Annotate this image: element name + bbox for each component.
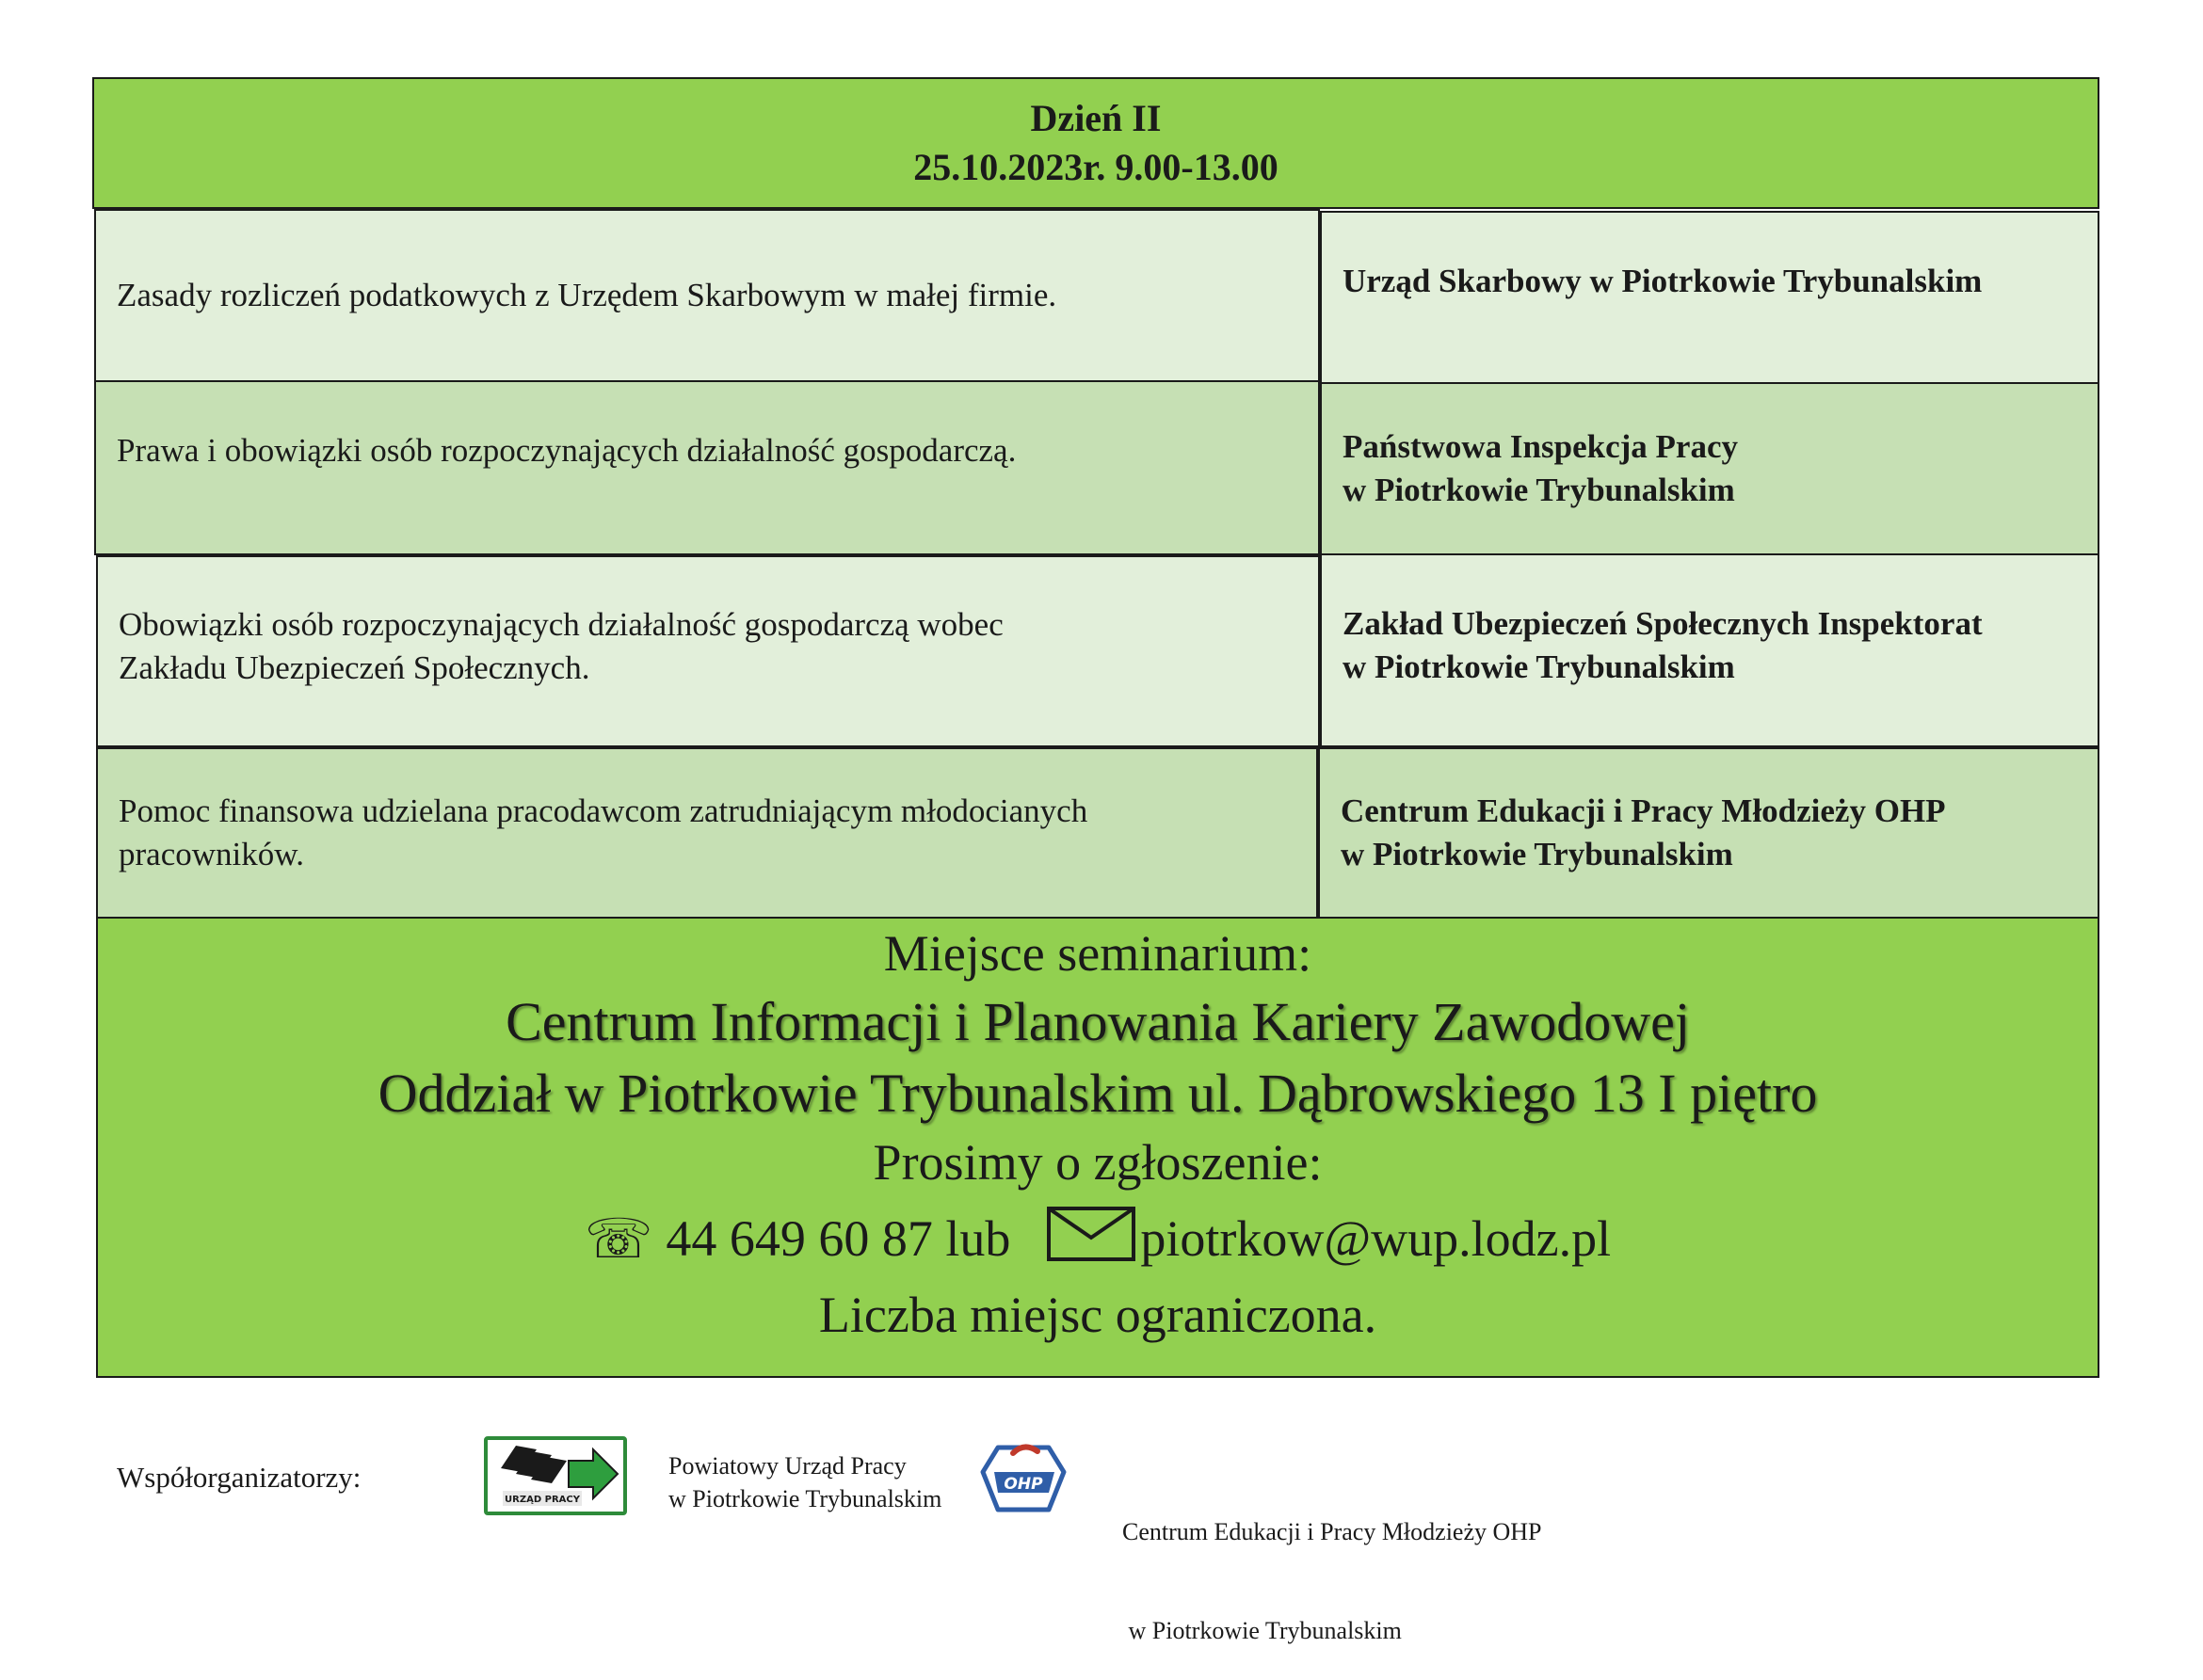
institution-line: Państwowa Inspekcja Pracy bbox=[1343, 428, 1738, 465]
pup-name-line: w Piotrkowie Trybunalskim bbox=[668, 1485, 942, 1512]
pup-logo-text: URZĄD PRACY bbox=[505, 1495, 580, 1505]
institution-line: Urząd Skarbowy w Piotrkowie Trybunalskim bbox=[1343, 263, 1983, 299]
venue-box bbox=[96, 917, 2099, 1378]
ohp-logo-graphic bbox=[970, 1434, 1077, 1525]
ohp-name bbox=[1122, 1449, 1542, 1680]
pup-name bbox=[668, 1449, 941, 1515]
topic-line: Pomoc finansowa udzielana pracodawcom zatrudniającym młodocianych bbox=[119, 792, 1088, 829]
venue-name: Centrum Informacji i Planowania Kariery Zawodowej bbox=[506, 991, 1690, 1052]
venue-label: Miejsce seminarium: bbox=[883, 925, 1312, 982]
session-topic-4 bbox=[96, 747, 1318, 919]
venue-address: Oddział w Piotrkowie Trybunalskim ul. Dąbrowskiego 13 I piętro bbox=[378, 1063, 1818, 1124]
institution-line: Centrum Edukacji i Pracy Młodzieży OHP bbox=[1341, 792, 1946, 829]
schedule-header bbox=[92, 77, 2099, 209]
email-link[interactable]: piotrkow@wup.lodz.pl bbox=[1140, 1210, 1612, 1267]
session-institution-2 bbox=[1320, 382, 2099, 555]
topic-line: Obowiązki osób rozpoczynających działalność gospodarczą wobec bbox=[119, 606, 1004, 643]
envelope-icon bbox=[1046, 1206, 1136, 1262]
day-label: Dzień II bbox=[1030, 97, 1162, 139]
session-institution-1 bbox=[1320, 211, 2099, 384]
signup-text: Prosimy o zgłoszenie: bbox=[873, 1134, 1323, 1191]
session-topic-2 bbox=[94, 380, 1320, 555]
topic-line: pracowników. bbox=[119, 836, 304, 872]
institution-line: w Piotrkowie Trybunalskim bbox=[1343, 648, 1735, 685]
session-topic-1 bbox=[94, 209, 1320, 382]
institution-line: w Piotrkowie Trybunalskim bbox=[1343, 472, 1735, 508]
topic-line: Zasady rozliczeń podatkowych z Urzędem Skarbowym w małej firmie. bbox=[117, 277, 1057, 313]
ohp-logo-text: OHP bbox=[1004, 1475, 1043, 1494]
institution-line: w Piotrkowie Trybunalskim bbox=[1341, 836, 1733, 872]
pup-logo-graphic bbox=[488, 1440, 623, 1512]
ohp-name-line: w Piotrkowie Trybunalskim bbox=[1122, 1617, 1402, 1644]
topic-line: Zakładu Ubezpieczeń Społecznych. bbox=[119, 649, 590, 686]
date-time: 25.10.2023r. 9.00-13.00 bbox=[913, 146, 1278, 188]
contact-line bbox=[98, 1195, 2098, 1282]
pup-logo bbox=[484, 1436, 627, 1515]
ohp-logo bbox=[970, 1434, 1077, 1525]
phone-number[interactable]: 44 649 60 87 lub bbox=[666, 1210, 1011, 1267]
pup-name-line: Powiatowy Urząd Pracy bbox=[668, 1452, 907, 1480]
institution-line: Zakład Ubezpieczeń Społecznych Inspektorat bbox=[1343, 605, 1983, 642]
phone-icon: ☏ bbox=[584, 1207, 653, 1271]
ohp-name-line: Centrum Edukacji i Pracy Młodzieży OHP bbox=[1122, 1518, 1542, 1545]
session-topic-3 bbox=[96, 555, 1320, 747]
topic-line: Prawa i obowiązki osób rozpoczynających działalność gospodarczą. bbox=[117, 432, 1017, 469]
session-institution-4 bbox=[1318, 747, 2099, 919]
session-institution-3 bbox=[1320, 553, 2099, 747]
limited-seats-note: Liczba miejsc ograniczona. bbox=[818, 1287, 1377, 1343]
organizers-label: Współorganizatorzy: bbox=[117, 1461, 362, 1494]
